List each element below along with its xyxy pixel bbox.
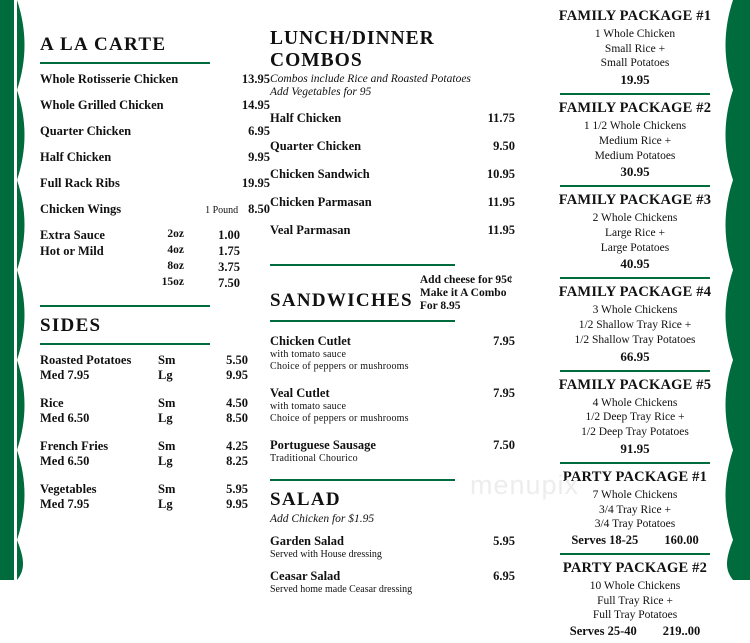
- list-item: [40, 244, 270, 259]
- package-card: [540, 192, 730, 272]
- item-price: 6.95: [493, 569, 515, 584]
- list-item: [40, 439, 270, 469]
- size-small-label: Sm: [158, 482, 176, 496]
- size-large-price: 9.95: [226, 368, 248, 382]
- package-line: 2 Whole Chickens: [592, 212, 678, 225]
- package-line: 1/2 Deep Tray Potatoes: [581, 426, 689, 439]
- item-name: Portuguese Sausage: [270, 437, 376, 452]
- package-title: FAMILY PACKAGE #2: [558, 100, 712, 117]
- size-large-price: 9.95: [226, 497, 248, 511]
- item-price: 19.95: [241, 176, 270, 190]
- divider: [270, 320, 455, 322]
- package-line: 1/2 Shallow Tray Potatoes: [574, 333, 696, 346]
- size-medium-price: 6.50: [67, 411, 90, 425]
- package-price: 91.95: [620, 440, 650, 456]
- list-item: [40, 72, 270, 87]
- item-name: Ceasar Salad: [270, 569, 341, 584]
- sandwiches-note-2: Make it A Combo For 8.95: [419, 287, 507, 313]
- size-large-label: Lg: [158, 454, 173, 468]
- package-price: 66.95: [620, 348, 650, 364]
- list-item: [40, 276, 270, 291]
- size-small-price: 5.50: [226, 353, 248, 367]
- list-item: [40, 260, 270, 275]
- size-large-label: Lg: [158, 411, 173, 425]
- extra-sauce-block: [40, 228, 270, 291]
- size-medium-price: 7.95: [67, 497, 90, 511]
- list-item: [270, 111, 515, 126]
- section-title-sides: SIDES: [40, 315, 102, 336]
- list-item: [270, 386, 515, 426]
- list-item: [40, 228, 270, 243]
- package-price: 40.95: [620, 256, 650, 272]
- item-price: 3.75: [218, 260, 240, 274]
- package-title: FAMILY PACKAGE #1: [558, 8, 712, 24]
- item-size: 8oz: [167, 260, 184, 272]
- section-title-combos: LUNCH/DINNER COMBOS: [270, 28, 435, 71]
- item-price: 11.75: [487, 111, 515, 125]
- divider: [560, 185, 710, 187]
- list-item: [270, 195, 515, 210]
- sides-list: [40, 353, 270, 512]
- item-price: 9.50: [493, 139, 515, 153]
- item-price: 5.95: [493, 534, 515, 549]
- item-name: Chicken Sandwich: [270, 167, 370, 181]
- package-line: 1 1/2 Whole Chickens: [583, 120, 687, 133]
- item-size: 2oz: [167, 228, 184, 240]
- item-size: 15oz: [161, 276, 184, 288]
- item-price: 9.95: [248, 150, 270, 164]
- salad-list: [270, 534, 515, 595]
- package-title: PARTY PACKAGE #2: [562, 559, 708, 576]
- list-item: [40, 176, 270, 191]
- item-size: 4oz: [167, 244, 184, 256]
- size-small-price: 4.25: [226, 439, 248, 453]
- item-price: 11.95: [487, 195, 515, 209]
- divider: [560, 370, 710, 372]
- package-line: 3/4 Tray Rice +: [599, 503, 671, 516]
- list-item: [40, 482, 270, 512]
- item-description-2: Choice of peppers or mushrooms: [270, 361, 409, 373]
- item-name: Rice: [40, 396, 64, 410]
- size-medium-price: 6.50: [67, 454, 90, 468]
- list-item: [270, 139, 515, 154]
- package-card: [540, 377, 730, 457]
- item-name: Chicken Parmasan: [270, 195, 372, 209]
- section-title-a-la-carte: A LA CARTE: [40, 34, 167, 55]
- package-title: PARTY PACKAGE #1: [562, 468, 708, 485]
- list-item: [270, 569, 515, 595]
- item-price: 13.95: [241, 72, 270, 86]
- item-name: Whole Grilled Chicken: [40, 98, 164, 112]
- package-line: 7 Whole Chickens: [592, 488, 678, 501]
- list-item: [270, 534, 515, 560]
- package-line: Full Tray Rice +: [597, 594, 673, 607]
- size-medium-label: Med 7.95: [40, 368, 90, 382]
- column-packages: [540, 8, 730, 643]
- item-price: 11.95: [487, 223, 515, 237]
- item-price: 1.75: [218, 244, 240, 258]
- package-price: 19.95: [620, 72, 650, 88]
- item-price: 10.95: [486, 167, 515, 181]
- divider: [40, 305, 210, 307]
- list-item: [40, 98, 270, 113]
- watermark: menupix: [470, 470, 580, 500]
- item-price: 8.50: [248, 202, 270, 216]
- size-small-label: Sm: [158, 353, 176, 367]
- list-item: [40, 124, 270, 139]
- package-serves: Serves 25-40: [569, 624, 637, 639]
- sandwiches-header: [270, 274, 515, 314]
- item-description: Served home made Ceasar dressing: [270, 584, 413, 596]
- list-item: [270, 334, 515, 374]
- package-price: 160.00: [664, 532, 699, 547]
- item-name: Quarter Chicken: [40, 124, 132, 138]
- divider: [560, 277, 710, 279]
- package-title: FAMILY PACKAGE #4: [558, 284, 712, 301]
- package-card: [540, 8, 730, 88]
- item-name: Hot or Mild: [40, 244, 104, 258]
- item-price: 7.50: [493, 437, 515, 452]
- list-item: [270, 167, 515, 182]
- package-line: Medium Potatoes: [594, 149, 676, 162]
- package-line: 1/2 Deep Tray Rice +: [585, 411, 685, 424]
- divider: [270, 264, 455, 266]
- size-small-price: 4.50: [226, 396, 248, 410]
- item-price: 1.00: [218, 228, 240, 242]
- size-large-label: Lg: [158, 368, 173, 382]
- size-medium-label: Med 6.50: [40, 411, 90, 425]
- column-combos-sandwiches: [270, 28, 515, 595]
- item-price: 14.95: [241, 98, 270, 112]
- combos-list: [270, 111, 515, 238]
- size-small-label: Sm: [158, 439, 176, 453]
- item-quantity: 1 Pound: [205, 205, 239, 216]
- size-small-price: 5.95: [226, 482, 248, 496]
- package-title: FAMILY PACKAGE #5: [558, 376, 712, 393]
- section-title-sandwiches: SANDWICHES: [270, 289, 413, 311]
- item-price: 6.95: [248, 124, 270, 138]
- divider: [40, 62, 210, 64]
- divider: [560, 93, 710, 95]
- package-line: Small Potatoes: [600, 57, 670, 70]
- package-line: Large Potatoes: [600, 241, 670, 254]
- divider: [40, 343, 210, 345]
- size-medium-label: Med 7.95: [40, 497, 90, 511]
- package-serves: Serves 18-25: [571, 532, 639, 547]
- item-description: Served with House dressing: [270, 549, 382, 561]
- list-item: [270, 438, 515, 466]
- item-name: Veal Cutlet: [270, 385, 330, 400]
- column-a-la-carte: [40, 34, 270, 525]
- item-price: 7.95: [493, 333, 515, 348]
- item-name: Garden Salad: [270, 534, 344, 549]
- sandwiches-list: [270, 334, 515, 466]
- section-title-salad: SALAD: [270, 489, 341, 511]
- size-large-price: 8.50: [226, 411, 248, 425]
- item-name: Full Rack Ribs: [40, 176, 120, 190]
- package-line: 1/2 Shallow Tray Rice +: [578, 319, 692, 332]
- item-name: Half Chicken: [40, 150, 112, 164]
- package-price: 219..00: [662, 624, 701, 639]
- package-card: [540, 284, 730, 364]
- package-card: [540, 100, 730, 180]
- package-card: [540, 560, 730, 639]
- list-item: [40, 202, 270, 217]
- item-name: Whole Rotisserie Chicken: [40, 72, 179, 86]
- item-name: Quarter Chicken: [270, 139, 362, 153]
- sandwiches-note-1: Add cheese for 95¢: [419, 274, 513, 286]
- size-large-label: Lg: [158, 497, 173, 511]
- list-item: [270, 223, 515, 238]
- item-description-2: Choice of peppers or mushrooms: [270, 413, 409, 425]
- item-name: Half Chicken: [270, 111, 342, 125]
- list-item: [40, 150, 270, 165]
- package-line: 1 Whole Chicken: [594, 28, 676, 40]
- size-large-price: 8.25: [226, 454, 248, 468]
- list-item: [40, 396, 270, 426]
- item-description-1: with tomato sauce: [270, 400, 347, 412]
- package-line: Medium Rice +: [598, 134, 672, 147]
- item-description-1: with tomato sauce: [270, 348, 347, 360]
- item-name: Roasted Potatoes: [40, 353, 132, 367]
- package-line: Small Rice +: [604, 42, 666, 55]
- item-name: Vegetables: [40, 482, 97, 496]
- item-name: French Fries: [40, 439, 109, 453]
- package-line: Full Tray Potatoes: [592, 609, 678, 622]
- salad-note: Add Chicken for $1.95: [270, 513, 375, 526]
- a-la-carte-list: [40, 72, 270, 217]
- item-name: Veal Parmasan: [270, 223, 351, 237]
- combos-note-2: Add Vegetables for 95: [270, 86, 372, 98]
- package-price: 30.95: [620, 164, 650, 180]
- item-name: Chicken Cutlet: [270, 333, 351, 348]
- divider: [270, 479, 455, 481]
- item-price: 7.95: [493, 385, 515, 400]
- package-title: FAMILY PACKAGE #3: [558, 192, 712, 209]
- package-line: 3/4 Tray Potatoes: [594, 518, 676, 531]
- combos-note-1: Combos include Rice and Roasted Potatoes: [270, 73, 471, 85]
- item-name: Chicken Wings: [40, 202, 122, 216]
- package-line: 3 Whole Chickens: [592, 304, 678, 317]
- package-line: 4 Whole Chickens: [592, 396, 678, 409]
- item-name: Extra Sauce: [40, 228, 105, 242]
- package-line: 10 Whole Chickens: [589, 579, 681, 592]
- list-item: [40, 353, 270, 383]
- divider: [560, 553, 710, 555]
- size-small-label: Sm: [158, 396, 176, 410]
- item-description-1: Traditional Chourico: [270, 452, 358, 464]
- package-line: Large Rice +: [605, 227, 665, 240]
- item-price: 7.50: [218, 276, 240, 290]
- size-medium-price: 7.95: [67, 368, 90, 382]
- divider: [560, 462, 710, 464]
- size-medium-label: Med 6.50: [40, 454, 90, 468]
